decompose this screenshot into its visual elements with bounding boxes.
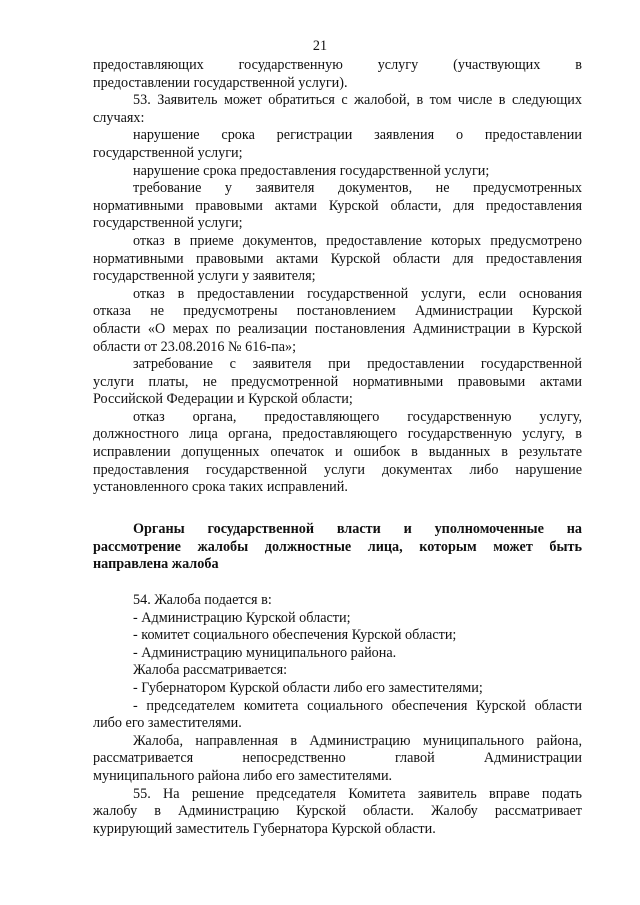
text-line: государственной услуги; [93,144,243,161]
text-line: предоставляющих государственную услугу (участвующих в [93,57,582,73]
text-line: затребование с заявителя при предоставлении государственной [133,356,582,373]
text-line: нарушение срока регистрации заявления о предоставлении [133,127,582,144]
text-line: - Администрацию муниципального района. [133,644,397,661]
text-line: нарушение срока предоставления государственной услуги; [133,162,490,179]
text-line: предоставлении государственной услуги). [93,74,348,91]
section-heading [93,521,582,574]
text-line: Жалоба, направленная в Администрацию муниципального района, [133,732,582,749]
text-line: государственной услуги у заявителя; [93,268,316,285]
text-line: жалобу в Администрацию Курской области. Жалобу рассматривает [93,803,582,820]
text-line: отказа не предусмотрены постановлением Администрации Курской [93,303,582,320]
text-line: - председателем комитета социального обеспечения Курской области [133,697,582,714]
text-line: муниципального района либо его заместителями. [93,767,393,784]
text-line: случаях: [93,109,145,126]
text-line: - Администрацию Курской области; [133,609,351,626]
text-line: отказ органа, предоставляющего государственную услугу, [133,408,582,425]
text-line: - Губернатором Курской области либо его заместителями; [133,679,483,696]
text-line: 54. Жалоба подается в: [133,592,272,608]
text-line: нормативными правовыми актами Курской области для предоставления [93,250,582,267]
section-complaint-cases [93,57,582,497]
text-line: области от 23.08.2016 № 616-па»; [93,338,297,355]
text-line: Российской Федерации и Курской области; [93,391,353,408]
page-number: 21 [312,38,328,54]
text-line: отказ в предоставлении государственной услуги, если основания [133,285,582,302]
text-line: исправлении допущенных опечаток и ошибок в выданных в результате [93,444,582,461]
text-line: Органы государственной власти и уполномоченные на [133,521,582,537]
text-line: установленного срока таких исправлений. [93,479,348,496]
text-line: либо его заместителями. [93,715,242,732]
text-line: предоставления государственной услуги документах либо нарушение [93,461,582,478]
text-line: государственной услуги; [93,215,243,232]
text-line: должностного лица органа, предоставляющего государственную услугу, в [93,426,582,443]
text-line: 53. Заявитель может обратиться с жалобой, в том числе в следующих [133,92,582,109]
text-line: нормативными правовыми актами Курской области, для предоставления [93,197,582,214]
text-line: отказ в приеме документов, предоставление которых предусмотрено [133,232,582,249]
text-line: курирующий заместитель Губернатора Курской области. [93,820,436,837]
text-line: рассматривается непосредственно главой Администрации [93,750,582,767]
text-line: услуги платы, не предусмотренной нормативными правовыми актами [93,373,582,390]
text-line: 55. На решение председателя Комитета заявитель вправе подать [133,785,582,802]
text-line: направлена жалоба [93,556,219,573]
text-line: рассмотрение жалобы должностные лица, которым может быть [93,538,582,555]
text-line: области «О мерах по реализации постановления Администрации в Курской [93,320,582,337]
text-line: требование у заявителя документов, не предусмотренных [133,180,582,197]
text-line: Жалоба рассматривается: [133,662,288,679]
section-complaint-bodies [93,592,582,838]
text-line: - комитет социального обеспечения Курской области; [133,627,457,644]
